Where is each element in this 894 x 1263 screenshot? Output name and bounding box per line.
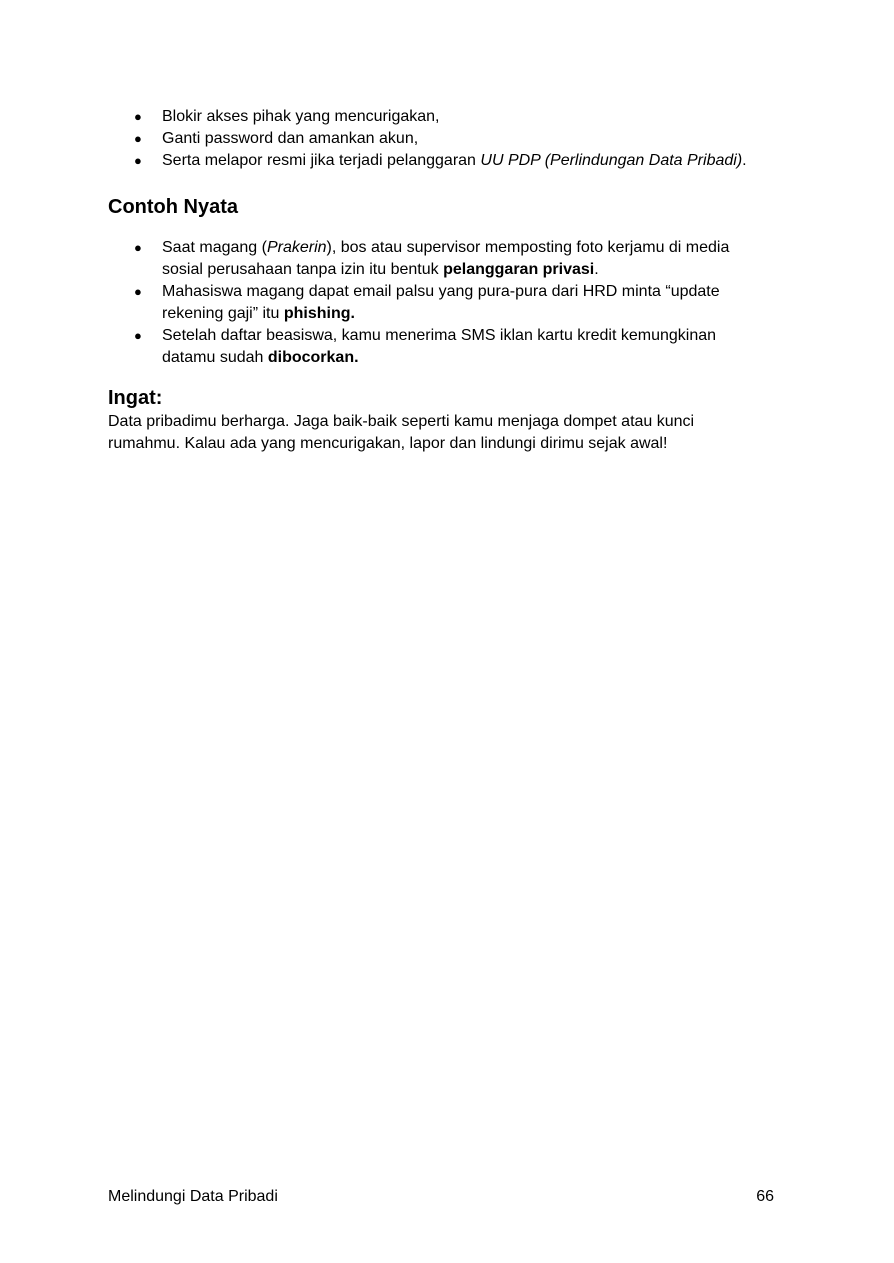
list-item: ● Mahasiswa magang dapat email palsu yang pura-pura dari HRD minta “update rekening gaji” itu phishing. xyxy=(108,281,768,325)
page-number: 66 xyxy=(756,1188,774,1205)
remember-paragraph: Data pribadimu berharga. Jaga baik-baik seperti kamu menjaga dompet atau kunci rumahmu. Kalau ada yang mencurigakan, lapor dan lindungi dirimu sejak awal! xyxy=(108,413,695,452)
section-heading-examples: Contoh Nyata xyxy=(108,196,238,218)
section-heading-remember: Ingat: xyxy=(108,387,163,409)
action-bullet-list xyxy=(108,106,768,172)
term-italic: Prakerin xyxy=(266,239,327,256)
term-bold: phishing. xyxy=(283,305,355,322)
list-item: ● Serta melapor resmi jika terjadi pelanggaran UU PDP (Perlindungan Data Pribadi). xyxy=(108,150,768,172)
term-bold: pelanggaran privasi xyxy=(443,261,595,278)
law-reference: UU PDP (Perlindungan Data Pribadi) xyxy=(480,152,743,169)
list-item: ● Saat magang (Prakerin), bos atau supervisor memposting foto kerjamu di media sosial perusahaan tanpa izin itu bentuk pelanggaran privasi. xyxy=(108,237,768,281)
footer-title: Melindungi Data Pribadi xyxy=(108,1188,278,1205)
examples-bullet-list xyxy=(108,237,768,369)
list-item: ● Ganti password dan amankan akun, xyxy=(108,128,768,150)
list-item: ● Setelah daftar beasiswa, kamu menerima SMS iklan kartu kredit kemungkinan datamu sudah dibocorkan. xyxy=(108,325,768,369)
list-item: ● Blokir akses pihak yang mencurigakan, xyxy=(108,106,768,128)
term-bold: dibocorkan. xyxy=(267,349,359,366)
